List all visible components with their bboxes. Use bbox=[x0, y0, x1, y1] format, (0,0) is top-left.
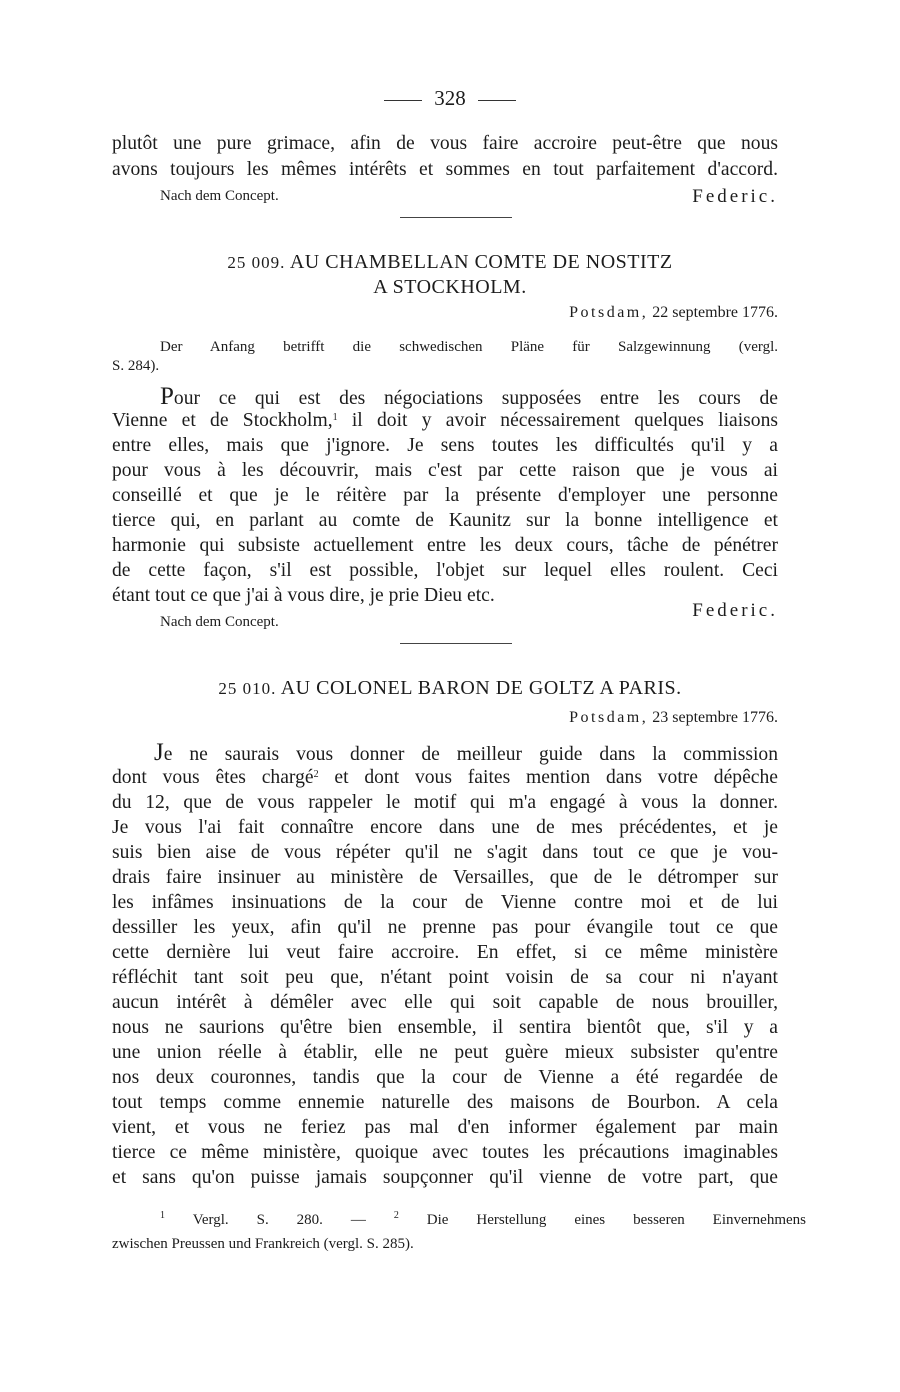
body-line: de cette façon, s'il est possible, l'objet sur lequel elles roulent. Ceci bbox=[112, 560, 778, 581]
body-line: entre elles, mais que j'ignore. Je sens toutes les difficultés qu'il y a bbox=[112, 435, 778, 456]
body-line: et sans qu'on puisse jamais soupçonner qu'il vienne de votre part, que bbox=[112, 1167, 778, 1188]
footnote-mark: 2 bbox=[393, 1210, 399, 1221]
letter-heading-text: AU COLONEL BARON DE GOLTZ A PARIS. bbox=[280, 677, 682, 699]
body-line: Je vous l'ai fait connaître encore dans une de mes précédentes, et je bbox=[112, 817, 778, 838]
body-line: tout temps comme ennemie naturelle des maisons de Bourbon. A cela bbox=[112, 1092, 778, 1113]
body-line: réfléchit tant soit peu que, n'étant point voisin de sa cour ni n'ayant bbox=[112, 967, 778, 988]
body-line: Je ne saurais vous donner de meilleur guide dans la commission bbox=[154, 739, 778, 766]
body-line: aucun intérêt à démêler avec elle qui soit capable de nous brouiller, bbox=[112, 992, 778, 1013]
body-line: du 12, que de vous rappeler le motif qui m'a engagé à vous la donner. bbox=[112, 792, 778, 813]
letter-heading bbox=[0, 677, 900, 700]
body-line: Pour ce qui est des négociations supposées entre les cours de bbox=[160, 383, 778, 410]
body-line: suis bien aise de vous répéter qu'il ne s'agit dans tout ce que je vou- bbox=[112, 842, 778, 863]
footnote-line: zwischen Preussen und Frankreich (vergl. S. 285). bbox=[112, 1236, 414, 1252]
summary-line: Der Anfang betrifft die schwedischen Pläne für Salzgewinnung (vergl. bbox=[160, 339, 778, 355]
concept-note: Nach dem Concept. bbox=[160, 614, 279, 630]
letter-number: 25 009. bbox=[227, 253, 286, 272]
body-line: dont vous êtes chargé$^2$ et dont vous faites mention dans votre dépêche bbox=[112, 767, 778, 788]
letter-heading-text: AU CHAMBELLAN COMTE DE NOSTITZ bbox=[289, 251, 673, 273]
signature: Federic. bbox=[692, 600, 778, 621]
concept-note: Nach dem Concept. bbox=[160, 188, 279, 204]
body-line: conseillé et que je le réitère par la présente d'employer une personne bbox=[112, 485, 778, 506]
section-divider bbox=[400, 643, 512, 644]
initial-letter: J bbox=[154, 739, 164, 766]
header-rule-left bbox=[384, 100, 422, 101]
header-rule-right bbox=[478, 100, 516, 101]
body-line: dessiller les yeux, afin qu'il ne prenne pas pour évangile tout ce que bbox=[112, 917, 778, 938]
body-line: pour vous à les découvrir, mais c'est par cette raison que je vous ai bbox=[112, 460, 778, 481]
body-line: étant tout ce que j'ai à vous dire, je prie Dieu etc. bbox=[112, 585, 495, 606]
page-number: 328 bbox=[434, 86, 466, 110]
body-line: harmonie qui subsiste actuellement entre les deux cours, tâche de pénétrer bbox=[112, 535, 778, 556]
body-line: plutôt une pure grimace, afin de vous faire accroire peut-être que nous bbox=[112, 133, 778, 154]
dateline bbox=[569, 709, 778, 727]
body-line: cette dernière lui veut faire accroire. En effet, si ce même ministère bbox=[112, 942, 778, 963]
body-line: Vienne et de Stockholm,$^1$ il doit y avoir nécessairement quelques liaisons bbox=[112, 410, 778, 431]
letter-number: 25 010. bbox=[218, 679, 277, 698]
dateline-date: 22 septembre 1776. bbox=[652, 304, 778, 321]
body-line: nous ne saurions qu'être bien ensemble, il sentira bientôt que, s'il y a bbox=[112, 1017, 778, 1038]
dateline bbox=[569, 304, 778, 322]
dateline-date: 23 septembre 1776. bbox=[652, 709, 778, 726]
summary-line: S. 284). bbox=[112, 358, 160, 374]
footnote-line: $^1$ Vergl. S. 280. — $^2$ Die Herstellung eines besseren Einvernehmens bbox=[160, 1210, 806, 1228]
body-line: tierce qui, en parlant au comte de Kaunitz sur la bonne intelligence et bbox=[112, 510, 778, 531]
body-line: nos deux couronnes, tandis que la cour de Vienne a été regardée de bbox=[112, 1067, 778, 1088]
dateline-place: Potsdam, bbox=[569, 304, 649, 321]
body-line: une union réelle à établir, elle ne peut guère mieux subsister qu'entre bbox=[112, 1042, 778, 1063]
letter-heading-line-2: A STOCKHOLM. bbox=[373, 276, 527, 298]
body-line: les infâmes insinuations de la cour de Vienne contre moi et de lui bbox=[112, 892, 778, 913]
body-line: drais faire insinuer au ministère de Versailles, que de le détromper sur bbox=[112, 867, 778, 888]
body-line: tierce ce même ministère, quoique avec toutes les précautions imaginables bbox=[112, 1142, 778, 1163]
page-header bbox=[0, 86, 900, 111]
body-line: vient, et vous ne feriez pas mal d'en informer également par main bbox=[112, 1117, 778, 1138]
footnote-ref: 1 bbox=[332, 412, 338, 423]
letter-heading bbox=[0, 251, 900, 274]
footnote-mark: 1 bbox=[160, 1210, 165, 1221]
signature: Federic. bbox=[692, 186, 778, 207]
initial-letter: P bbox=[160, 383, 174, 410]
section-divider bbox=[400, 217, 512, 218]
dateline-place: Potsdam, bbox=[569, 709, 649, 726]
body-line: avons toujours les mêmes intérêts et sommes en tout parfaitement d'accord. bbox=[112, 159, 778, 180]
footnote-ref: 2 bbox=[313, 769, 319, 780]
